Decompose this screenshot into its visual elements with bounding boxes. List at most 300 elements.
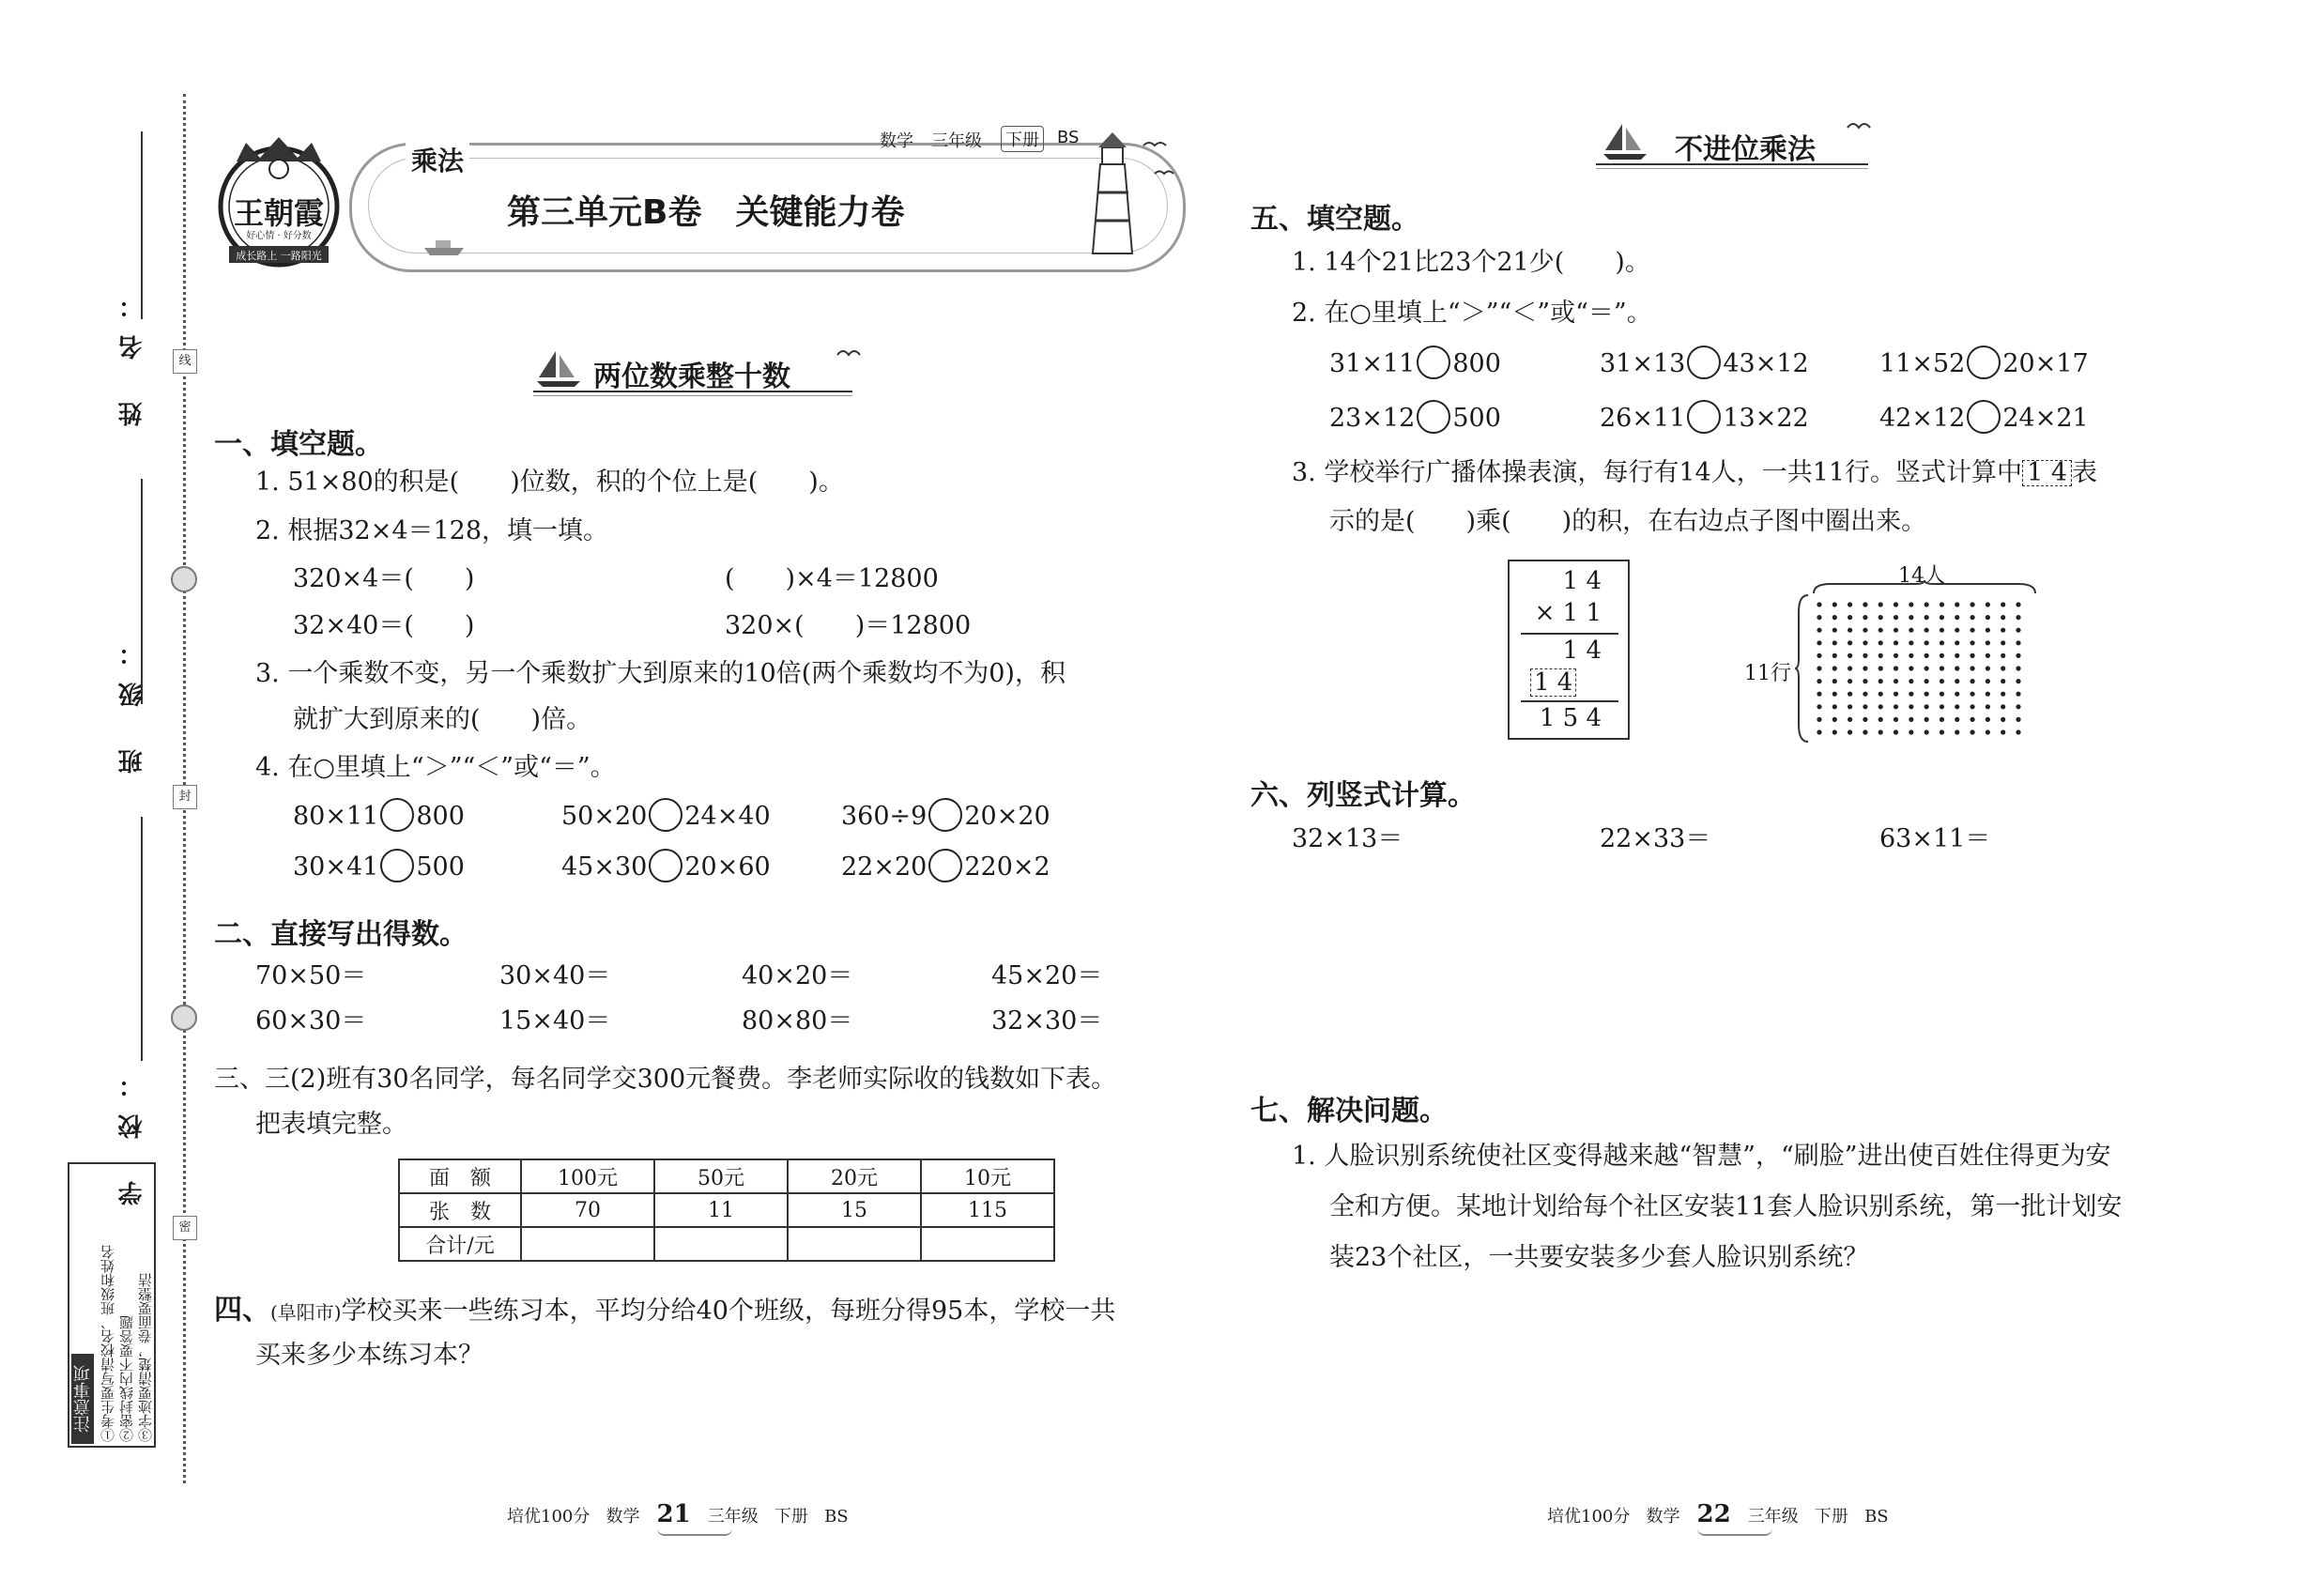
s5-compare-4[interactable] xyxy=(1329,402,1501,437)
grid-dot[interactable] xyxy=(1878,602,1883,606)
grid-dot[interactable] xyxy=(1955,602,1959,606)
grid-dot[interactable] xyxy=(1955,729,1959,734)
section-4-text: 学校买来一些练习本，平均分给40个班级，每班分得95本，学校一共 xyxy=(341,1297,1116,1326)
grid-dot[interactable] xyxy=(1894,628,1898,633)
grid-dot[interactable] xyxy=(1924,729,1929,734)
grid-dot[interactable] xyxy=(2016,679,2020,683)
grid-dot[interactable] xyxy=(1970,666,1974,670)
s1-compare-4[interactable] xyxy=(293,851,465,885)
grid-dot[interactable] xyxy=(1955,679,1959,683)
table-cell: 10元 xyxy=(921,1159,1054,1193)
grid-dot[interactable] xyxy=(2001,729,2005,734)
right-subtitle: 不进位乘法 xyxy=(1675,133,1816,166)
grid-dot[interactable] xyxy=(1832,640,1837,645)
name-label: 姓 名： xyxy=(118,277,146,427)
grid-dot[interactable] xyxy=(1924,666,1929,670)
grid-dot[interactable] xyxy=(1863,704,1867,709)
grid-dot[interactable] xyxy=(1863,640,1867,645)
grid-dot[interactable] xyxy=(1848,704,1852,709)
section-4 xyxy=(214,1294,1115,1329)
grid-dot[interactable] xyxy=(1848,640,1852,645)
grid-dot[interactable] xyxy=(1817,628,1821,633)
page-number: 21 xyxy=(656,1500,691,1528)
section-5-title: 五、填空题。 xyxy=(1250,203,1419,236)
grid-dot[interactable] xyxy=(1878,666,1883,670)
grid-dot[interactable] xyxy=(2001,628,2005,633)
grid-dot[interactable] xyxy=(1986,679,1990,683)
brand-logo xyxy=(208,131,349,272)
answer-cell[interactable] xyxy=(788,1227,921,1261)
compare-circle[interactable] xyxy=(1967,400,2001,434)
grid-dot[interactable] xyxy=(1878,628,1883,633)
grid-dot[interactable] xyxy=(1832,628,1837,633)
compare-circle[interactable] xyxy=(928,849,962,882)
s1-compare-3[interactable] xyxy=(841,800,1050,835)
cmp-right: 20×17 xyxy=(2002,349,2089,378)
highlight-box: 1 4 xyxy=(2022,460,2072,486)
grid-dot[interactable] xyxy=(1940,602,1944,606)
grid-dot[interactable] xyxy=(2001,666,2005,670)
s2-item-8: 32×30＝ xyxy=(991,1006,1103,1036)
sailboat-icon xyxy=(535,347,582,389)
table-cell: 合计/元 xyxy=(399,1227,521,1261)
grid-dot[interactable] xyxy=(1817,704,1821,709)
footer-term: 下册 xyxy=(1814,1507,1848,1527)
notice-box xyxy=(68,1162,156,1448)
bird-icon-right xyxy=(1846,118,1874,131)
grid-dot[interactable] xyxy=(1986,628,1990,633)
grid-dot[interactable] xyxy=(1863,666,1867,670)
grid-dot[interactable] xyxy=(1878,704,1883,709)
grid-dot[interactable] xyxy=(1894,640,1898,645)
table-row-count xyxy=(399,1193,1054,1227)
grid-dot[interactable] xyxy=(1817,729,1821,734)
grid-dot[interactable] xyxy=(1832,653,1837,658)
cmp-left: 26×11 xyxy=(1600,404,1686,433)
cmp-left: 23×12 xyxy=(1329,404,1416,433)
grid-dot[interactable] xyxy=(1909,628,1913,633)
right-subtitle-underline xyxy=(1596,163,1868,165)
grid-dot[interactable] xyxy=(1848,602,1852,606)
s1-q2: 2. 根据32×4＝128，填一填。 xyxy=(255,516,609,545)
table-cell: 70 xyxy=(521,1193,654,1227)
grid-dot[interactable] xyxy=(1894,602,1898,606)
compare-circle[interactable] xyxy=(649,849,682,882)
cmp-left: 80×11 xyxy=(293,802,379,831)
notice-item-3: ③字迹要清楚，卷面要整洁 xyxy=(137,1273,154,1442)
section-1-title: 一、填空题。 xyxy=(214,428,383,461)
notice-title: 注意事项 xyxy=(71,1354,94,1444)
grid-dot[interactable] xyxy=(2001,679,2005,683)
grid-dot[interactable] xyxy=(1878,653,1883,658)
table-cell: 张 数 xyxy=(399,1193,521,1227)
compare-circle[interactable] xyxy=(1687,345,1721,379)
grid-dot[interactable] xyxy=(1940,640,1944,645)
compare-circle[interactable] xyxy=(380,798,414,832)
grid-dot[interactable] xyxy=(2016,692,2020,697)
grid-dot[interactable] xyxy=(1909,615,1913,620)
grid-dot[interactable] xyxy=(2016,717,2020,722)
grid-dot[interactable] xyxy=(1848,692,1852,697)
s2-item-3: 40×20＝ xyxy=(742,961,853,990)
grid-dot[interactable] xyxy=(1817,679,1821,683)
s1-q3-line1: 3. 一个乘数不变，另一个乘数扩大到原来的10倍(两个乘数均不为0)，积 xyxy=(255,659,1066,688)
cmp-left: 42×12 xyxy=(1879,404,1966,433)
vc-rule-2 xyxy=(1521,700,1618,702)
grid-dot[interactable] xyxy=(2001,653,2005,658)
grid-dot[interactable] xyxy=(1878,717,1883,722)
s3-line2: 把表填完整。 xyxy=(255,1110,407,1139)
grid-dot[interactable] xyxy=(1970,692,1974,697)
grid-dot[interactable] xyxy=(2001,704,2005,709)
s6-item-1: 32×13＝ xyxy=(1292,824,1403,853)
cmp-right: 800 xyxy=(416,802,465,831)
s6-item-3: 63×11＝ xyxy=(1879,824,1991,853)
cmp-left: 11×52 xyxy=(1879,349,1966,378)
footer-book: 培优100分 xyxy=(1547,1507,1631,1527)
section-4-line2: 买来多少本练习本？ xyxy=(255,1341,483,1370)
grid-dot[interactable] xyxy=(1832,679,1837,683)
grid-dot[interactable] xyxy=(1970,653,1974,658)
grid-dot[interactable] xyxy=(1970,602,1974,606)
bird-icon xyxy=(836,345,864,359)
grid-dot[interactable] xyxy=(1832,666,1837,670)
cmp-right: 800 xyxy=(1452,349,1501,378)
grid-dot[interactable] xyxy=(2016,704,2020,709)
s1-q3-line2: 就扩大到原来的( )倍。 xyxy=(293,705,592,734)
grid-dot[interactable] xyxy=(2016,628,2020,633)
grid-dot[interactable] xyxy=(1817,653,1821,658)
section-3-title: 三、三(2)班有30名同学，每名同学交300元餐费。李老师实际收的钱数如下表。 xyxy=(214,1065,1117,1094)
grid-dot[interactable] xyxy=(1817,615,1821,620)
grid-dot[interactable] xyxy=(1970,717,1974,722)
grid-dot[interactable] xyxy=(1909,666,1913,670)
s7-line-1: 1. 人脸识别系统使社区变得越来越“智慧”，“刷脸”进出使百姓住得更为安 xyxy=(1292,1142,2111,1171)
grid-dot[interactable] xyxy=(2016,729,2020,734)
grid-dot[interactable] xyxy=(1940,679,1944,683)
vc-line-1: 1 4 xyxy=(1562,567,1602,595)
grid-dot[interactable] xyxy=(1924,704,1929,709)
meta-subject: 数学 xyxy=(880,131,913,151)
left-subtitle: 两位数乘整十数 xyxy=(593,361,790,393)
grid-dot[interactable] xyxy=(1817,666,1821,670)
grid-dot[interactable] xyxy=(1940,717,1944,722)
s5-compare-1[interactable] xyxy=(1329,347,1501,382)
footer-left-swoosh xyxy=(657,1528,732,1536)
table-cell: 15 xyxy=(788,1193,921,1227)
compare-circle[interactable] xyxy=(649,798,682,832)
cmp-left: 22×20 xyxy=(841,852,928,882)
s1-q2a: 320×4＝( ) xyxy=(293,564,475,593)
dots-left-brace xyxy=(1795,593,1810,744)
section-2-title: 二、直接写出得数。 xyxy=(214,918,468,951)
compare-circle[interactable] xyxy=(1417,345,1450,379)
grid-dot[interactable] xyxy=(1970,679,1974,683)
money-table xyxy=(398,1159,1055,1262)
s5-compare-6[interactable] xyxy=(1879,402,2089,437)
s1-q4: 4. 在○里填上“＞”“＜”或“＝”。 xyxy=(255,753,616,782)
school-label: 学 校： xyxy=(118,1056,146,1206)
compare-circle[interactable] xyxy=(380,849,414,882)
school-field-line xyxy=(141,817,143,1061)
s5-q1: 1. 14个21比23个21少( )。 xyxy=(1292,248,1650,277)
grid-dot[interactable] xyxy=(1955,704,1959,709)
footer-grade: 三年级 xyxy=(1747,1507,1799,1527)
grid-dot[interactable] xyxy=(1848,729,1852,734)
grid-dot[interactable] xyxy=(2001,615,2005,620)
grid-dot[interactable] xyxy=(1817,717,1821,722)
grid-dot[interactable] xyxy=(1832,729,1837,734)
grid-dot[interactable] xyxy=(1817,640,1821,645)
grid-dot[interactable] xyxy=(1832,704,1837,709)
binding-hole-1 xyxy=(171,566,197,592)
s5-compare-3[interactable] xyxy=(1879,347,2089,382)
compare-circle[interactable] xyxy=(1687,400,1721,434)
notice-item-1: ①考生要写清校名、班级和姓名 xyxy=(100,1245,116,1442)
sailboat-icon-right xyxy=(1602,120,1648,161)
grid-dot[interactable] xyxy=(2016,640,2020,645)
right-subtitle-underline-2 xyxy=(1596,168,1868,169)
s6-item-2: 22×33＝ xyxy=(1600,824,1711,853)
unit-title: 第三单元B卷 关键能力卷 xyxy=(507,193,905,232)
section-4-label: 四、 xyxy=(214,1294,270,1327)
grid-dot[interactable] xyxy=(1986,653,1990,658)
grid-dot[interactable] xyxy=(1894,704,1898,709)
s7-line-3: 装23个社区，一共要安装多少套人脸识别系统？ xyxy=(1329,1243,1869,1272)
dot-grid[interactable] xyxy=(1810,595,2028,742)
grid-dot[interactable] xyxy=(2001,640,2005,645)
class-label: 班 级： xyxy=(118,624,146,775)
grid-dot[interactable] xyxy=(1970,640,1974,645)
unit-tag: 乘法 xyxy=(406,141,469,178)
grid-dot[interactable] xyxy=(1894,666,1898,670)
brand-name: 王朝霞 xyxy=(233,195,324,231)
grid-dot[interactable] xyxy=(1924,679,1929,683)
grid-dot[interactable] xyxy=(1940,628,1944,633)
cmp-right: 220×2 xyxy=(964,852,1050,882)
grid-dot[interactable] xyxy=(1986,602,1990,606)
grid-dot[interactable] xyxy=(1940,704,1944,709)
compare-circle[interactable] xyxy=(1967,345,2001,379)
grid-dot[interactable] xyxy=(1817,692,1821,697)
cmp-right: 24×21 xyxy=(2002,404,2089,433)
grid-dot[interactable] xyxy=(1894,717,1898,722)
table-row-header xyxy=(399,1159,1054,1193)
s1-q2c: 32×40＝( ) xyxy=(293,611,475,640)
footer-subject: 数学 xyxy=(1646,1507,1680,1527)
grid-dot[interactable] xyxy=(1848,666,1852,670)
left-subtitle-underline xyxy=(533,391,852,392)
s1-compare-2[interactable] xyxy=(561,800,771,835)
cmp-right: 24×40 xyxy=(684,802,771,831)
footer-right-swoosh xyxy=(1697,1528,1772,1536)
grid-dot[interactable] xyxy=(1909,602,1913,606)
grid-dot[interactable] xyxy=(1894,615,1898,620)
answer-cell[interactable] xyxy=(921,1227,1054,1261)
grid-dot[interactable] xyxy=(1863,679,1867,683)
cmp-right: 43×12 xyxy=(1723,349,1809,378)
cmp-right: 20×20 xyxy=(964,802,1050,831)
grid-dot[interactable] xyxy=(1878,729,1883,734)
cmp-left: 45×30 xyxy=(561,852,648,882)
answer-cell[interactable] xyxy=(521,1227,654,1261)
table-row-total[interactable] xyxy=(399,1227,1054,1261)
grid-dot[interactable] xyxy=(1848,615,1852,620)
grid-dot[interactable] xyxy=(1970,704,1974,709)
grid-dot[interactable] xyxy=(1955,717,1959,722)
grid-dot[interactable] xyxy=(1940,729,1944,734)
s5-q2: 2. 在○里填上“＞”“＜”或“＝”。 xyxy=(1292,299,1652,328)
left-subtitle-underline-2 xyxy=(533,395,852,396)
section-7-title: 七、解决问题。 xyxy=(1250,1095,1448,1128)
notice-item-2: ②密封线内不要答题 xyxy=(118,1315,135,1442)
footer-edition: BS xyxy=(1864,1507,1889,1527)
grid-dot[interactable] xyxy=(1986,717,1990,722)
grid-dot[interactable] xyxy=(1832,602,1837,606)
grid-dot[interactable] xyxy=(1955,615,1959,620)
grid-dot[interactable] xyxy=(1986,729,1990,734)
s1-q2d: 320×( )＝12800 xyxy=(725,611,972,640)
grid-dot[interactable] xyxy=(1832,692,1837,697)
grid-dot[interactable] xyxy=(1863,717,1867,722)
grid-dot[interactable] xyxy=(1894,729,1898,734)
vertical-calc-box xyxy=(1508,560,1630,740)
grid-dot[interactable] xyxy=(1878,615,1883,620)
s1-compare-6[interactable] xyxy=(841,851,1050,885)
grid-dot[interactable] xyxy=(1955,692,1959,697)
grid-dot[interactable] xyxy=(1970,628,1974,633)
meta-edition: BS xyxy=(1057,128,1080,147)
grid-dot[interactable] xyxy=(1940,692,1944,697)
grid-dot[interactable] xyxy=(2016,666,2020,670)
grid-dot[interactable] xyxy=(1909,640,1913,645)
vc-line-4: 1 4 xyxy=(1530,668,1576,697)
s1-q2b: ( )×4＝12800 xyxy=(725,564,939,593)
grid-dot[interactable] xyxy=(1894,692,1898,697)
s2-item-4: 45×20＝ xyxy=(991,961,1103,990)
grid-dot[interactable] xyxy=(1863,602,1867,606)
dots-top-brace xyxy=(1812,580,2037,595)
grid-dot[interactable] xyxy=(1924,653,1929,658)
grid-dot[interactable] xyxy=(1894,679,1898,683)
s2-item-2: 30×40＝ xyxy=(499,961,611,990)
grid-dot[interactable] xyxy=(1909,704,1913,709)
grid-dot[interactable] xyxy=(1863,615,1867,620)
s5-q3-pre: 3. 学校举行广播体操表演，每行有14人，一共11行。竖式计算中 xyxy=(1292,458,2023,487)
grid-dot[interactable] xyxy=(1940,615,1944,620)
cmp-right: 20×60 xyxy=(684,852,771,882)
grid-dot[interactable] xyxy=(2001,717,2005,722)
grid-dot[interactable] xyxy=(1924,615,1929,620)
vc-line-3: 1 4 xyxy=(1562,637,1602,665)
grid-dot[interactable] xyxy=(1863,653,1867,658)
seal-mark-3: 密 xyxy=(173,1216,197,1240)
grid-dot[interactable] xyxy=(1924,692,1929,697)
s5-compare-2[interactable] xyxy=(1600,347,1809,382)
table-cell: 20元 xyxy=(788,1159,921,1193)
grid-dot[interactable] xyxy=(1848,653,1852,658)
brand-slogan: 成长路上 一路阳光 xyxy=(236,250,322,262)
s1-compare-5[interactable] xyxy=(561,851,771,885)
grid-dot[interactable] xyxy=(1970,729,1974,734)
grid-dot[interactable] xyxy=(1848,679,1852,683)
s5-compare-5[interactable] xyxy=(1600,402,1809,437)
grid-dot[interactable] xyxy=(2001,692,2005,697)
grid-dot[interactable] xyxy=(1924,640,1929,645)
grid-dot[interactable] xyxy=(1832,717,1837,722)
grid-dot[interactable] xyxy=(1940,666,1944,670)
grid-dot[interactable] xyxy=(1878,679,1883,683)
grid-dot[interactable] xyxy=(1909,729,1913,734)
grid-dot[interactable] xyxy=(2016,653,2020,658)
binding-hole-2 xyxy=(171,1005,197,1031)
grid-dot[interactable] xyxy=(1970,615,1974,620)
table-cell: 115 xyxy=(921,1193,1054,1227)
grid-dot[interactable] xyxy=(1924,717,1929,722)
grid-dot[interactable] xyxy=(1940,653,1944,658)
grid-dot[interactable] xyxy=(1848,628,1852,633)
grid-dot[interactable] xyxy=(2016,615,2020,620)
grid-dot[interactable] xyxy=(1894,653,1898,658)
grid-dot[interactable] xyxy=(1832,615,1837,620)
grid-dot[interactable] xyxy=(1924,602,1929,606)
grid-dot[interactable] xyxy=(1986,704,1990,709)
dots-left-label: 11行 xyxy=(1744,662,1791,685)
grid-dot[interactable] xyxy=(1863,692,1867,697)
grid-dot[interactable] xyxy=(1909,653,1913,658)
brand-sub: 好心情 · 好分数 xyxy=(246,231,312,241)
table-cell: 面 额 xyxy=(399,1159,521,1193)
grid-dot[interactable] xyxy=(1878,640,1883,645)
grid-dot[interactable] xyxy=(1878,692,1883,697)
grid-dot[interactable] xyxy=(1955,653,1959,658)
answer-cell[interactable] xyxy=(654,1227,788,1261)
grid-dot[interactable] xyxy=(1863,628,1867,633)
section-6-title: 六、列竖式计算。 xyxy=(1250,779,1476,812)
grid-dot[interactable] xyxy=(1955,666,1959,670)
grid-dot[interactable] xyxy=(2001,602,2005,606)
grid-dot[interactable] xyxy=(1909,692,1913,697)
grid-dot[interactable] xyxy=(1924,628,1929,633)
cmp-right: 13×22 xyxy=(1723,404,1809,433)
grid-dot[interactable] xyxy=(1848,717,1852,722)
s2-item-5: 60×30＝ xyxy=(255,1006,367,1036)
compare-circle[interactable] xyxy=(928,798,962,832)
table-cell: 50元 xyxy=(654,1159,788,1193)
grid-dot[interactable] xyxy=(1986,615,1990,620)
footer-left xyxy=(507,1500,849,1528)
cmp-right: 500 xyxy=(416,852,465,882)
grid-dot[interactable] xyxy=(1986,640,1990,645)
grid-dot[interactable] xyxy=(1909,717,1913,722)
s1-compare-1[interactable] xyxy=(293,800,465,835)
cmp-left: 50×20 xyxy=(561,802,648,831)
grid-dot[interactable] xyxy=(2016,602,2020,606)
grid-dot[interactable] xyxy=(1955,628,1959,633)
grid-dot[interactable] xyxy=(1863,729,1867,734)
grid-dot[interactable] xyxy=(1817,602,1821,606)
grid-dot[interactable] xyxy=(1986,692,1990,697)
grid-dot[interactable] xyxy=(1955,640,1959,645)
meta-term: 下册 xyxy=(1001,126,1044,152)
grid-dot[interactable] xyxy=(1909,679,1913,683)
table-cell: 100元 xyxy=(521,1159,654,1193)
s1-q1: 1. 51×80的积是( )位数，积的个位上是( )。 xyxy=(255,468,844,497)
compare-circle[interactable] xyxy=(1417,400,1450,434)
seal-mark-2: 封 xyxy=(173,785,197,809)
grid-dot[interactable] xyxy=(1986,666,1990,670)
footer-book: 培优100分 xyxy=(507,1507,590,1527)
